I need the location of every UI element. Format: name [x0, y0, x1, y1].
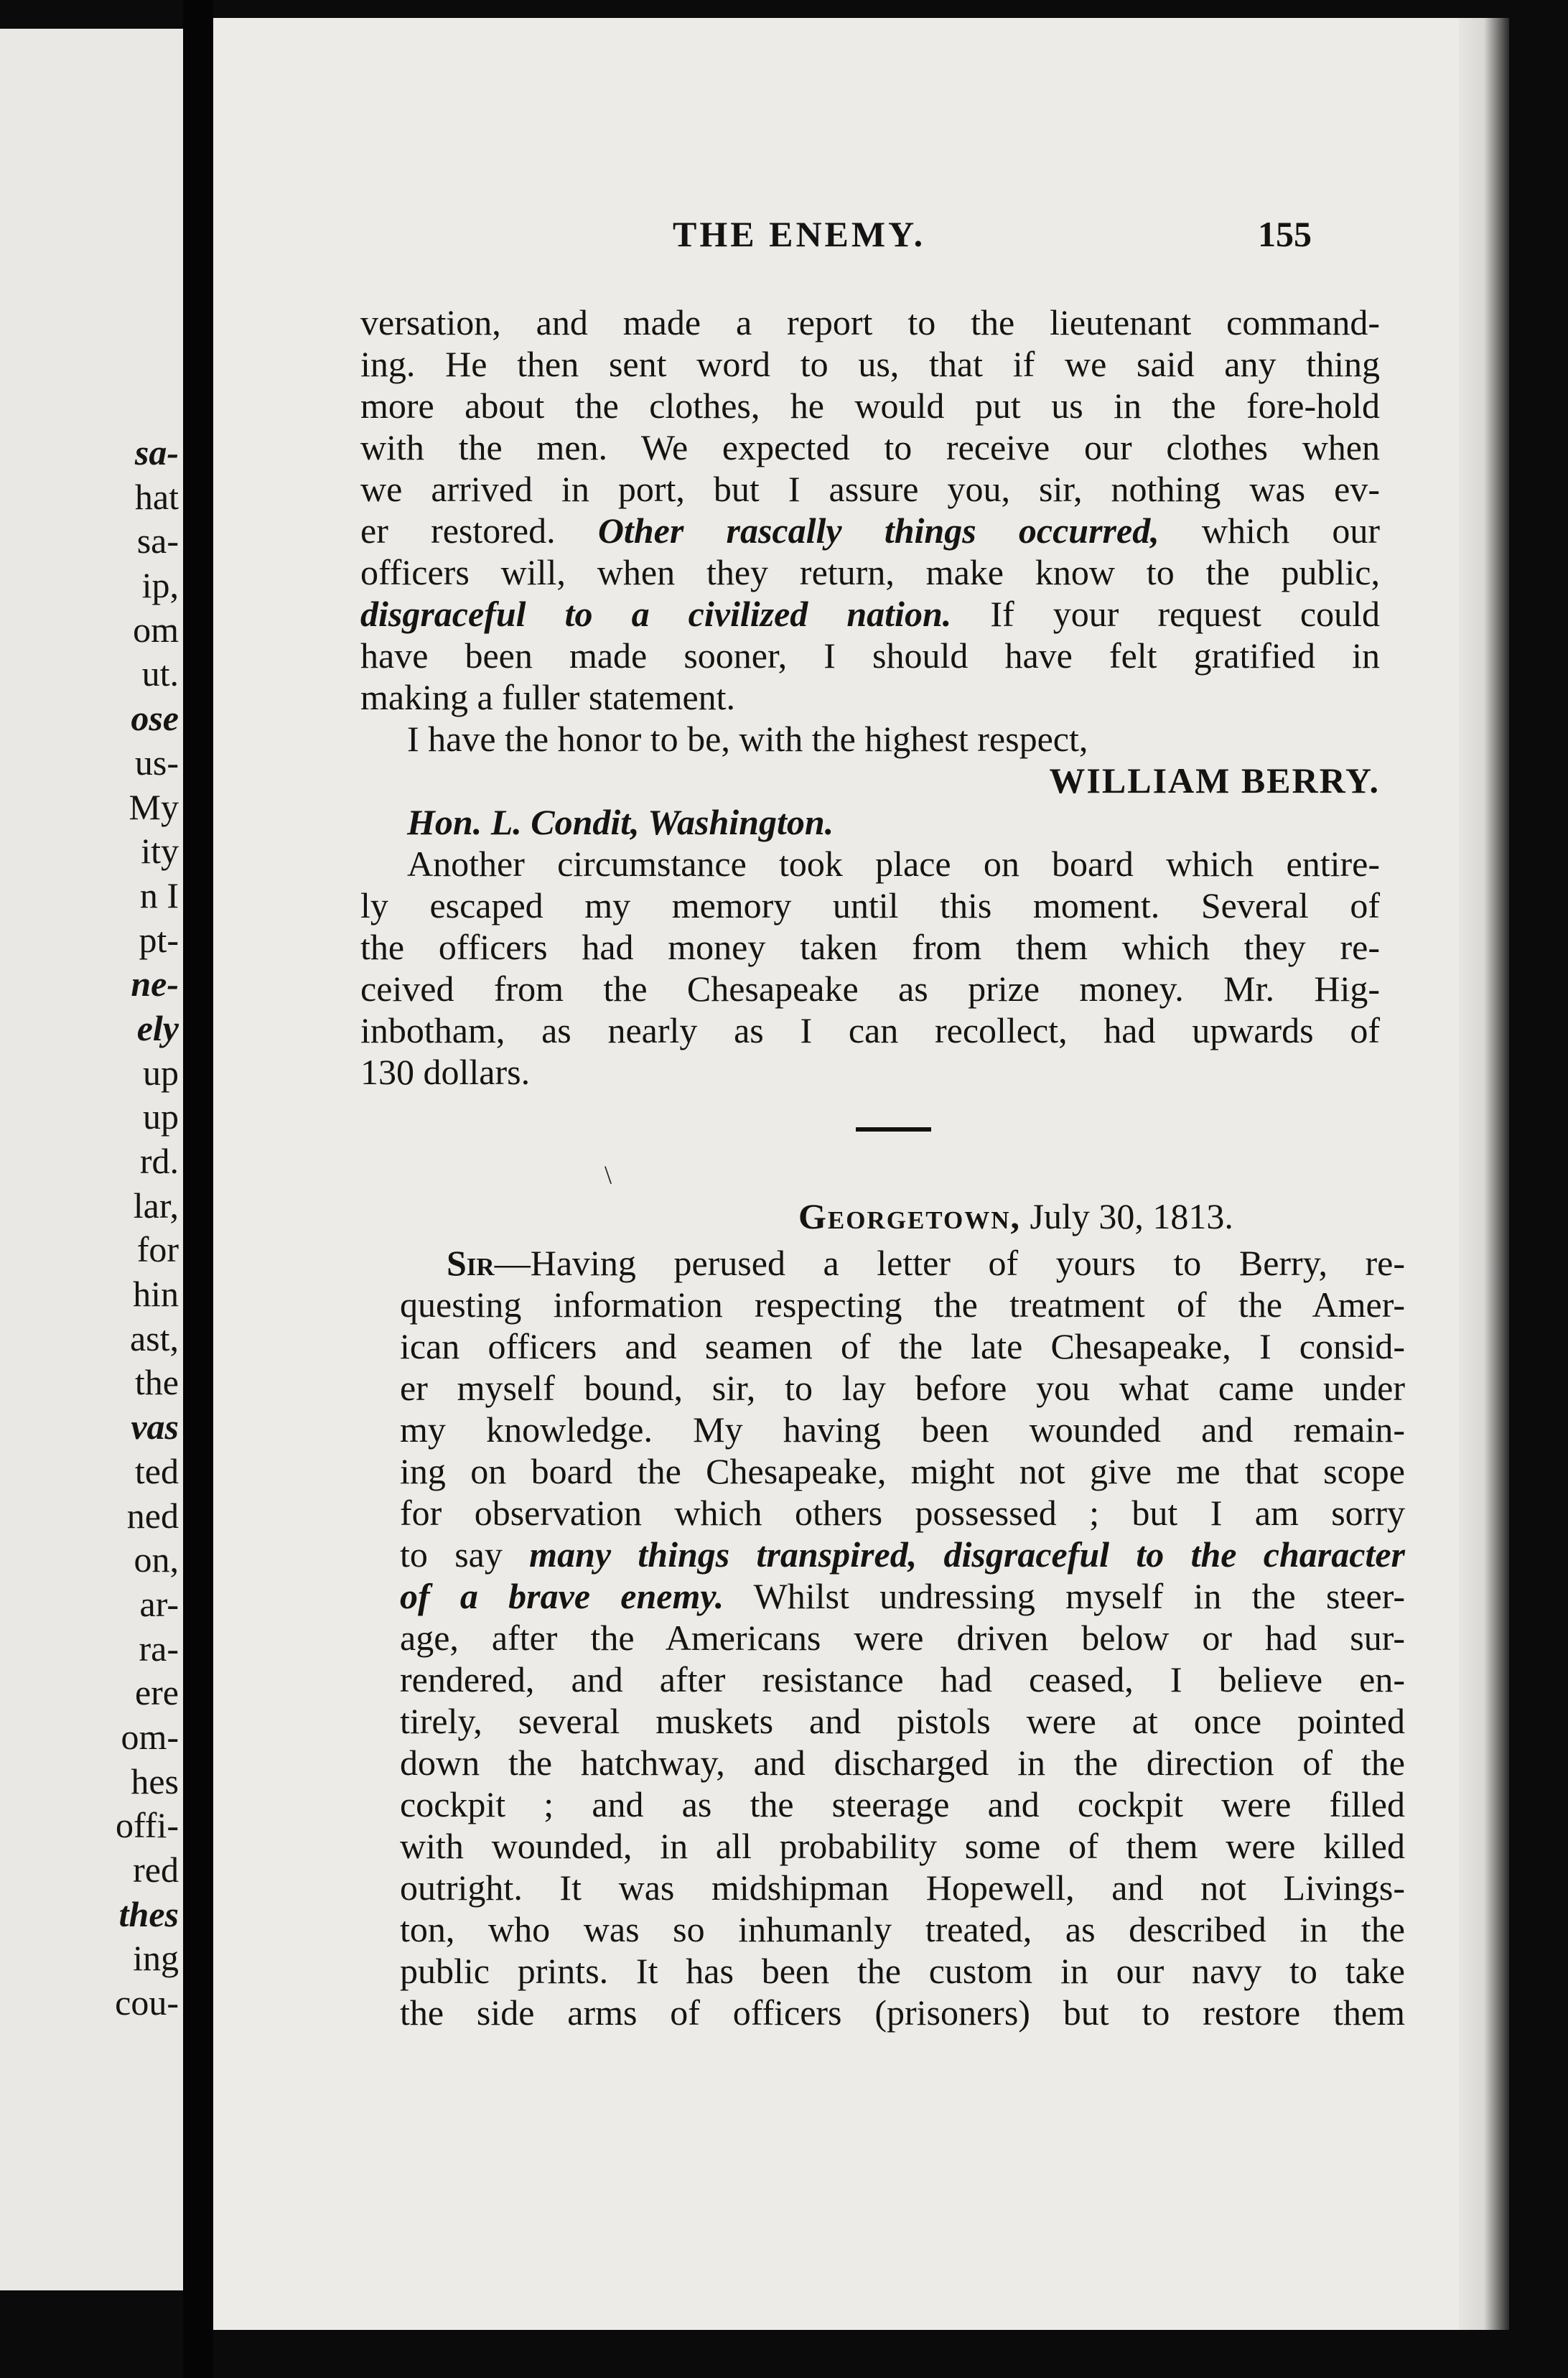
text-line: inbotham, as nearly as I can recollect, had upwards of	[360, 1010, 1380, 1050]
text-line: questing information respecting the treatment of the Amer-	[400, 1284, 1405, 1325]
text-line: cockpit ; and as the steerage and cockpit were filled	[400, 1784, 1405, 1824]
running-head	[213, 213, 1509, 264]
text-line: 130 dollars.	[360, 1052, 531, 1092]
text-line: with the men. We expected to receive our clothes when	[360, 427, 1380, 467]
page-edge-shadow	[1459, 18, 1509, 2330]
text-run: er restored.	[360, 510, 598, 551]
signature: WILLIAM BERRY.	[1049, 760, 1380, 801]
text-run: If your request could	[951, 594, 1381, 634]
text-line: outright. It was midshipman Hopewell, and not Livings-	[400, 1868, 1405, 1908]
text-line: public prints. It has been the custom in our navy to take	[400, 1951, 1405, 1991]
facing-page-fragment: pt-	[139, 919, 179, 960]
facing-page-fragment: hes	[131, 1761, 179, 1801]
page-number: 155	[1258, 214, 1312, 254]
text-line: rendered, and after resistance had ceased, I believe en-	[400, 1659, 1405, 1699]
facing-page-fragment: ned	[126, 1495, 179, 1536]
facing-page-fragment: the	[134, 1362, 179, 1403]
text-line	[360, 593, 1380, 635]
facing-page-fragment: up	[143, 1052, 179, 1093]
salutation: Sir	[447, 1243, 495, 1283]
text-line: Another circumstance took place on board which entire-	[407, 844, 1380, 884]
text-line: down the hatchway, and discharged in the direction of the	[400, 1743, 1405, 1783]
facing-page-fragment: hat	[134, 476, 179, 517]
text-line: versation, and made a report to the lieutenant command-	[360, 302, 1380, 342]
facing-page-fragment: ip,	[141, 565, 179, 606]
text-line	[360, 510, 1380, 551]
facing-page-fragment: up	[143, 1096, 179, 1137]
closing-line: I have the honor to be, with the highest respect,	[407, 719, 1088, 759]
facing-page-fragment: n I	[139, 875, 179, 915]
facing-page-fragment: on,	[134, 1539, 179, 1580]
text-run: which our	[1159, 510, 1380, 551]
facing-page-fragment: cou-	[115, 1982, 179, 2023]
facing-page-fragment: rd.	[139, 1141, 179, 1181]
text-run: to say	[400, 1534, 530, 1575]
facing-page-fragment: offi-	[116, 1805, 179, 1846]
page-155	[213, 18, 1509, 2330]
facing-page-text-fragments	[0, 431, 179, 2025]
facing-page-fragment: thes	[118, 1893, 179, 1934]
dateline-place: Georgetown,	[798, 1196, 1022, 1236]
facing-page-fragment: for	[136, 1229, 179, 1270]
italic-emphasis: many things transpired, disgraceful to the character	[529, 1534, 1405, 1575]
facing-page-fragment: ast,	[129, 1318, 179, 1358]
text-line: my knowledge. My having been wounded and remain-	[400, 1409, 1405, 1450]
italic-emphasis: of a brave enemy.	[400, 1576, 724, 1616]
text-line: ing. He then sent word to us, that if we said any thing	[360, 344, 1380, 384]
text-line: ton, who was so inhumanly treated, as described in the	[400, 1909, 1405, 1949]
letter-georgetown-body	[400, 1242, 1405, 2033]
text-line: age, after the Americans were driven below or had sur-	[400, 1618, 1405, 1658]
text-line: have been made sooner, I should have felt gratified in	[360, 635, 1380, 676]
text-line: the officers had money taken from them which they re-	[360, 927, 1380, 967]
text-run: —Having perused a letter of yours to Berry, re-	[494, 1243, 1405, 1283]
facing-page-fragment: My	[129, 786, 179, 827]
facing-page-fragment: ted	[134, 1450, 179, 1491]
text-line: officers will, when they return, make know to the public,	[360, 552, 1380, 592]
text-line: the side arms of officers (prisoners) but to restore them	[400, 1992, 1405, 2033]
text-line: ing on board the Chesapeake, might not give me that scope	[400, 1451, 1405, 1491]
text-line: tirely, several muskets and pistols were at once pointed	[400, 1701, 1405, 1741]
addressee: Hon. L. Condit, Washington.	[407, 802, 834, 842]
facing-page-fragment: ar-	[139, 1583, 179, 1624]
section-divider	[856, 1127, 931, 1132]
facing-page-fragment: sa-	[134, 432, 179, 472]
facing-page-fragment: ely	[136, 1007, 179, 1048]
facing-page-fragment: ne-	[131, 964, 179, 1004]
facing-page-fragment: sa-	[136, 521, 179, 561]
text-line: with wounded, in all probability some of them were killed	[400, 1826, 1405, 1866]
facing-page-fragment: ut.	[141, 653, 179, 694]
dateline-date: July 30, 1813.	[1021, 1196, 1233, 1236]
facing-page-fragment: vas	[131, 1407, 179, 1447]
text-line: ly escaped my memory until this moment. Several of	[360, 885, 1380, 925]
text-line: ican officers and seamen of the late Chesapeake, I consid-	[400, 1326, 1405, 1366]
facing-page-fragment: ra-	[139, 1628, 179, 1669]
facing-page-fragment: hin	[133, 1274, 179, 1315]
facing-page-left	[0, 29, 183, 2290]
italic-emphasis: disgraceful to a civilized nation.	[360, 594, 952, 634]
text-line: er myself bound, sir, to lay before you what came under	[400, 1368, 1405, 1408]
text-line: for observation which others possessed ; but I am sorry	[400, 1493, 1405, 1533]
running-title: THE ENEMY.	[673, 214, 926, 254]
facing-page-fragment: ose	[131, 698, 179, 739]
text-line: ceived from the Chesapeake as prize money. Mr. Hig-	[360, 969, 1380, 1009]
dateline	[798, 1195, 1233, 1237]
facing-page-fragment: us-	[134, 742, 179, 783]
book-gutter	[183, 0, 213, 2378]
italic-emphasis: Other rascally things occurred,	[597, 510, 1159, 551]
text-line: more about the clothes, he would put us in the fore-hold	[360, 386, 1380, 426]
facing-page-fragment: om-	[121, 1716, 179, 1757]
stray-ink-mark: \	[605, 1160, 612, 1189]
text-run: Whilst undressing myself in the steer-	[724, 1576, 1405, 1616]
facing-page-fragment: red	[133, 1850, 179, 1890]
letter-berry-body	[360, 302, 1380, 1093]
facing-page-fragment: ing	[133, 1938, 179, 1979]
facing-page-fragment: ere	[134, 1672, 179, 1713]
facing-page-fragment: ity	[141, 831, 179, 872]
text-line: we arrived in port, but I assure you, sir, nothing was ev-	[360, 469, 1380, 509]
text-line	[400, 1242, 1405, 1284]
text-line: making a fuller statement.	[360, 677, 736, 717]
facing-page-fragment: lar,	[133, 1185, 179, 1226]
facing-page-fragment: om	[133, 609, 179, 650]
text-line	[400, 1534, 1405, 1575]
text-line	[400, 1575, 1405, 1617]
